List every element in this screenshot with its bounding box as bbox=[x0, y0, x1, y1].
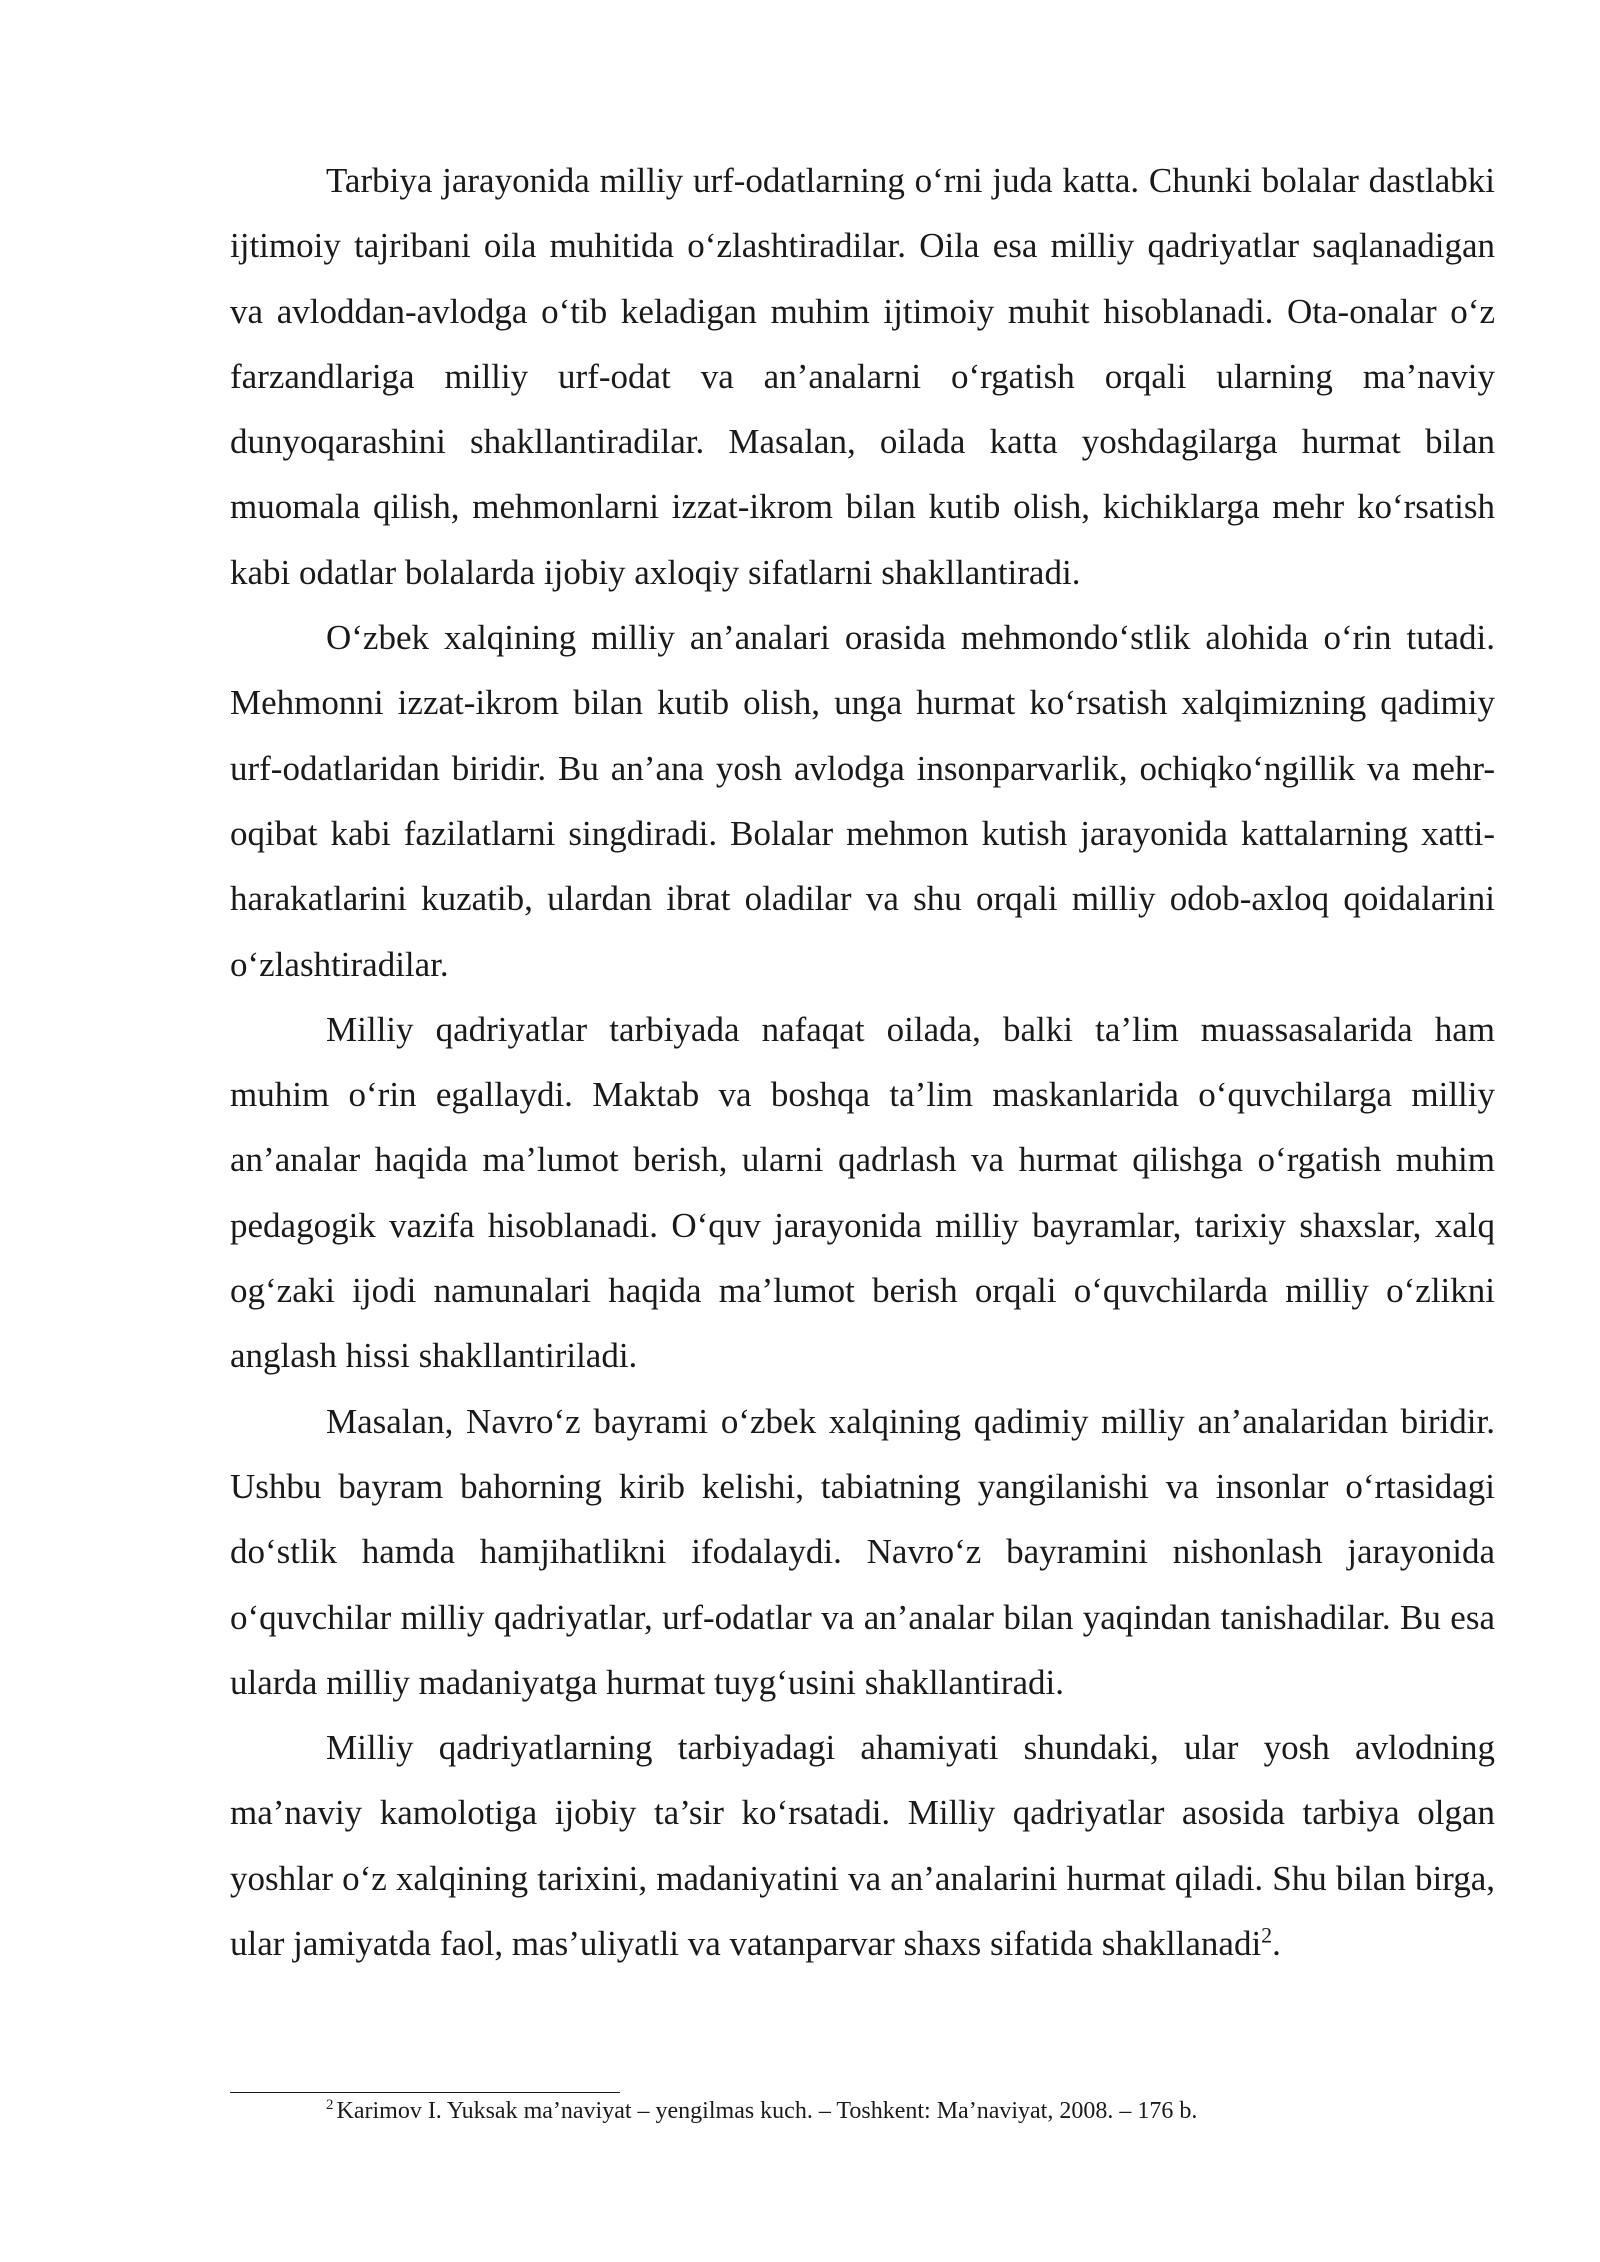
footnote-reference[interactable]: 2 bbox=[1261, 1922, 1273, 1948]
footnote-text: Karimov I. Yuksak ma’naviyat – yengilmas kuch. – Toshkent: Ma’naviyat, 2008. – 176 b. bbox=[336, 2098, 1198, 2124]
footnote-number: 2 bbox=[326, 2097, 334, 2113]
document-body bbox=[230, 148, 1495, 1976]
paragraph-1: Tarbiya jarayonida milliy urf-odatlarning o‘rni juda katta. Chunki bolalar dastlabki ijtimoiy tajribani oila muhitida o‘zlashtiradilar. Oila esa milliy qadriyatlar saqlanadigan va avloddan-avlodga o‘tib keladigan muhim ijtimoiy muhit hisoblanadi. Ota-onalar o‘z farzandlariga milliy urf-odat va an’analarni o‘rgatish orqali ularning ma’naviy dunyoqarashini shakllantiradilar. Masalan, oilada katta yoshdagilarga hurmat bilan muomala qilish, mehmonlarni izzat-ikrom bilan kutib olish, kichiklarga mehr ko‘rsatish kabi odatlar bolalarda ijobiy axloqiy sifatlarni shakllantiradi. bbox=[230, 161, 1495, 592]
paragraph-3: Milliy qadriyatlar tarbiyada nafaqat oilada, balki ta’lim muassasalarida ham muhim o‘rin egallaydi. Maktab va boshqa ta’lim maskanlarida o‘quvchilarga milliy an’analar haqida ma’lumot berish, ularni qadrlash va hurmat qilishga o‘rgatish muhim pedagogik vazifa hisoblanadi. O‘quv jarayonida milliy bayramlar, tarixiy shaxslar, xalq og‘zaki ijodi namunalari haqida ma’lumot berish orqali o‘quvchilarda milliy o‘zlikni anglash hissi shakllantiriladi. bbox=[230, 1009, 1495, 1376]
footnote-separator bbox=[230, 2092, 620, 2093]
paragraph-5-end: . bbox=[1272, 1924, 1281, 1964]
paragraph-2: O‘zbek xalqining milliy an’analari orasida mehmondo‘stlik alohida o‘rin tutadi. Mehmonni izzat-ikrom bilan kutib olish, unga hurmat ko‘rsatish xalqimizning qadimiy urf-odatlaridan biridir. Bu an’ana yosh avlodga insonparvarlik, ochiqko‘ngillik va mehr-oqibat kabi fazilatlarni singdiradi. Bolalar mehmon kutish jarayonida kattalarning xatti-harakatlarini kuzatib, ulardan ibrat oladilar va shu orqali milliy odob-axloq qoidalarini o‘zlashtiradilar. bbox=[230, 618, 1495, 984]
footnote bbox=[326, 2095, 1496, 2127]
paragraph-5-text: Milliy qadriyatlarning tarbiyadagi ahamiyati shundaki, ular yosh avlodning ma’naviy kamolotiga ijobiy ta’sir ko‘rsatadi. Milliy qadriyatlar asosida tarbiya olgan yoshlar o‘z xalqining tarixini, madaniyatini va an’analarini hurmat qiladi. Shu bilan birga, ular jamiyatda faol, mas’uliyatli va vatanparvar shaxs sifatida shakllanadi bbox=[230, 1728, 1495, 1964]
paragraph-5 bbox=[230, 1715, 1495, 1976]
paragraph-4: Masalan, Navro‘z bayrami o‘zbek xalqining qadimiy milliy an’analaridan biridir. Ushbu bayram bahorning kirib kelishi, tabiatning yangilanishi va insonlar o‘rtasidagi do‘stlik hamda hamjihatlikni ifodalaydi. Navro‘z bayramini nishonlash jarayonida o‘quvchilar milliy qadriyatlar, urf-odatlar va an’analar bilan yaqindan tanishadilar. Bu esa ularda milliy madaniyatga hurmat tuyg‘usini shakllantiradi. bbox=[230, 1401, 1495, 1702]
